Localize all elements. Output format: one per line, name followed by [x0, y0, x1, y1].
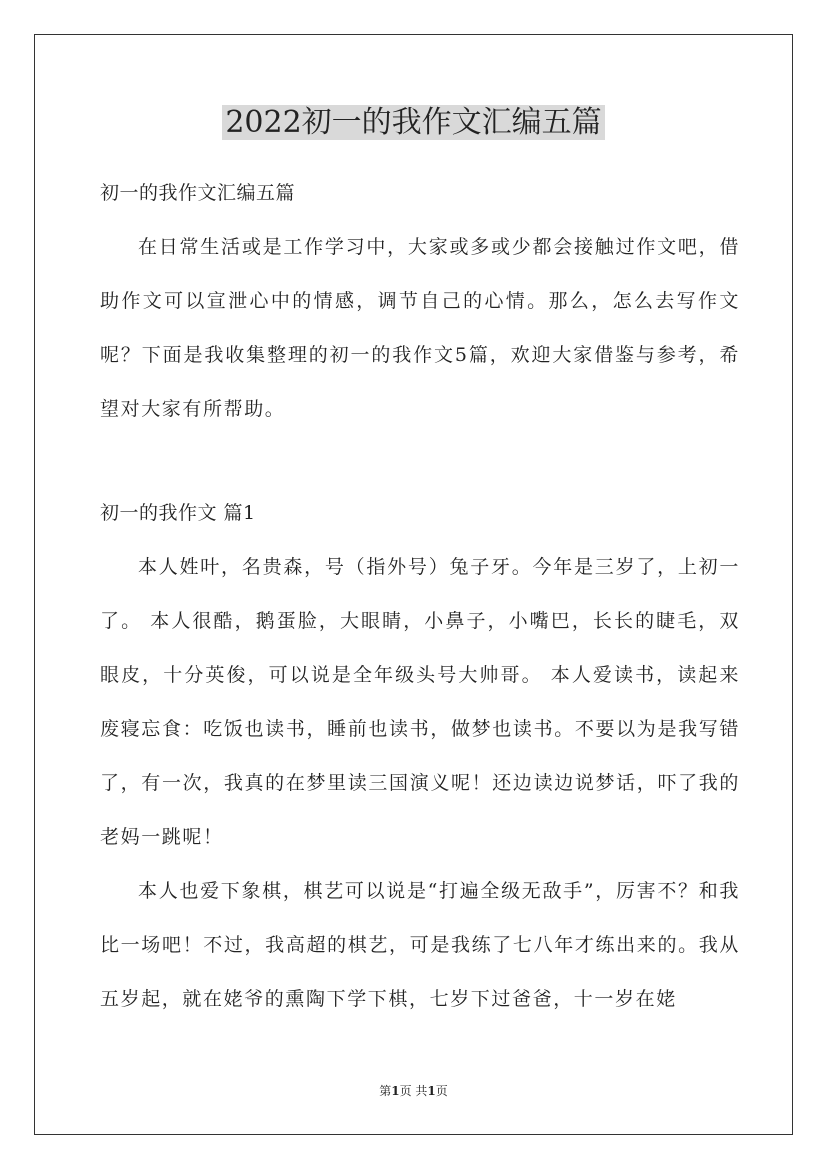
intro-paragraph: 在日常生活或是工作学习中，大家或多或少都会接触过作文吧，借助作文可以宣泄心中的情感，调节自己的心情。那么，怎么去写作文呢？下面是我收集整理的初一的我作文5篇，欢迎大家借鉴与参考，希望对大家有所帮助。 — [100, 236, 740, 420]
body-paragraph-1: 本人姓叶，名贵森，号（指外号）兔子牙。今年是三岁了，上初一了。 本人很酷，鹅蛋脸，大眼睛，小鼻子，小嘴巴，长长的睫毛，双眼皮，十分英俊，可以说是全年级头号大帅哥。 本人爱读书，读起来废寝忘食：吃饭也读书，睡前也读书，做梦也读书。不要以为是我写错了，有一次，我真的在梦里读三国演义呢！还边读边说梦话，吓了我的老妈一跳呢！ — [100, 556, 740, 848]
footer-page-suffix: 页 — [435, 1084, 448, 1098]
footer-page-number: 1 — [391, 1084, 400, 1098]
section-gap — [100, 436, 740, 486]
footer-page-mid: 页 共 — [399, 1084, 428, 1098]
section-heading: 初一的我作文 篇1 — [100, 502, 256, 524]
footer-page-prefix: 第 — [379, 1084, 392, 1098]
footer-page-total: 1 — [427, 1084, 436, 1098]
subtitle: 初一的我作文汇编五篇 — [100, 182, 296, 204]
document-body — [100, 166, 740, 1026]
page-footer — [0, 1082, 827, 1099]
document-title — [0, 104, 827, 142]
body-paragraph-2: 本人也爱下象棋，棋艺可以说是“打遍全级无敌手”，厉害不？和我比一场吧！不过，我高超的棋艺，可是我练了七八年才练出来的。我从五岁起，就在姥爷的熏陶下学下棋，七岁下过爸爸，十一岁在姥 — [100, 880, 740, 1010]
title-text: 2022初一的我作文汇编五篇 — [222, 105, 604, 140]
